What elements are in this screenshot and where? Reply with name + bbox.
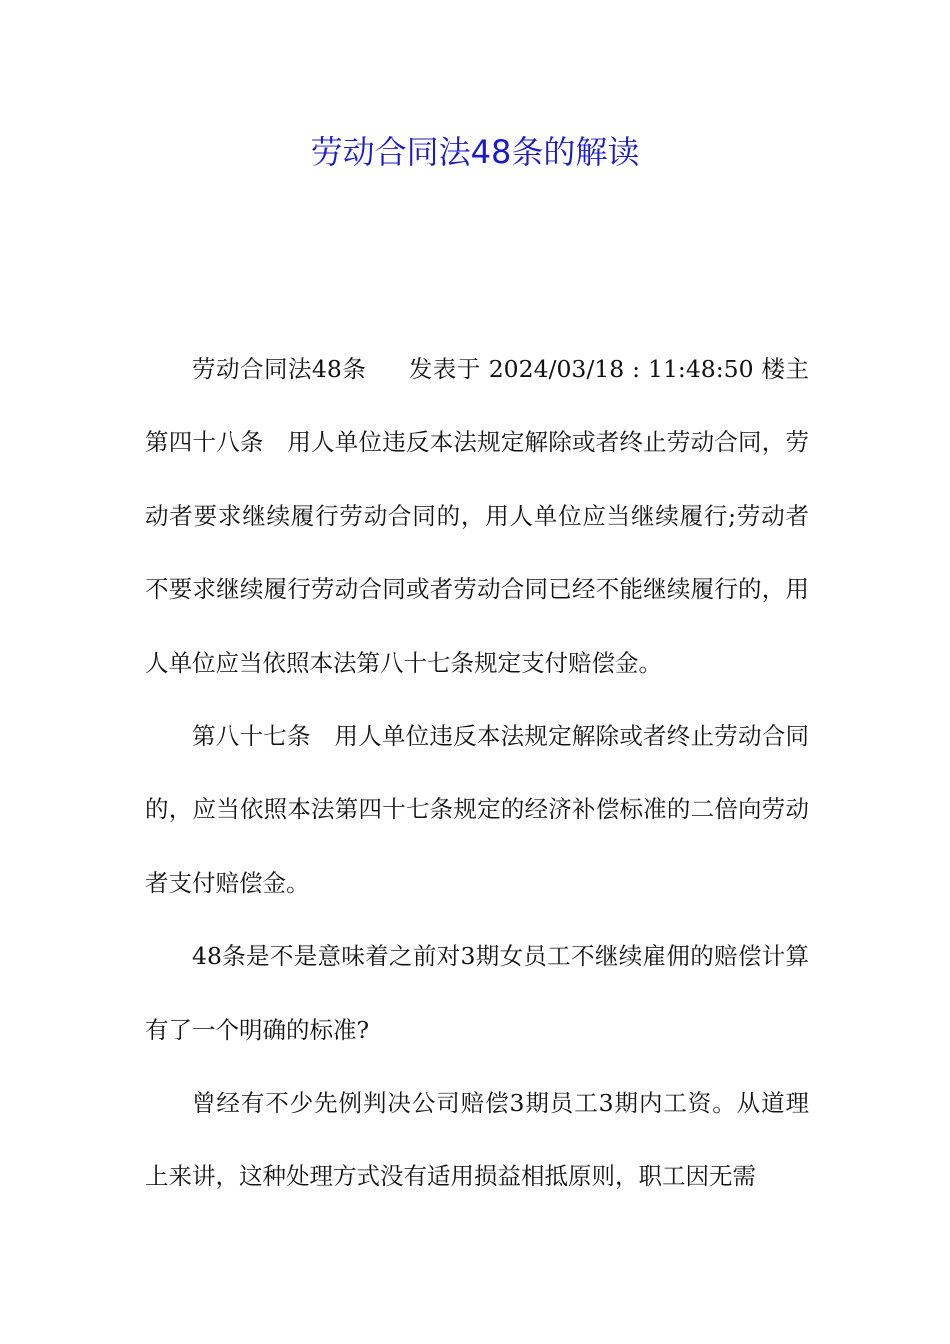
post-subject: 劳动合同法48条 <box>192 355 367 383</box>
post-suffix: 楼主 <box>753 355 809 383</box>
posted-label: 发表于 <box>408 355 481 383</box>
paragraph-precedent: 曾经有不少先例判决公司赔偿3期员工3期内工资。从道理上来讲，这种处理方式没有适用损益相抵原则，职工因无需 <box>145 1089 809 1191</box>
document-title: 劳动合同法48条的解读 <box>310 133 640 171</box>
paragraph-article-87: 第八十七条 用人单位违反本法规定解除或者终止劳动合同的，应当依照本法第四十七条规定的经济补偿标准的二倍向劳动者支付赔偿金。 <box>145 722 809 897</box>
post-meta-paragraph <box>145 333 809 700</box>
paragraph-article-48: 第四十八条 用人单位违反本法规定解除或者终止劳动合同，劳动者要求继续履行劳动合同的，用人单位应当继续履行;劳动者不要求继续履行劳动合同或者劳动合同已经不能继续履行的，用人单位应当依照本法第八十七条规定支付赔偿金。 <box>145 428 809 677</box>
paragraph-question: 48条是不是意味着之前对3期女员工不继续雇佣的赔偿计算有了一个明确的标准? <box>145 942 809 1044</box>
document-body <box>145 333 809 1214</box>
post-timestamp: 2024/03/18 : 11:48:50 <box>480 355 754 383</box>
